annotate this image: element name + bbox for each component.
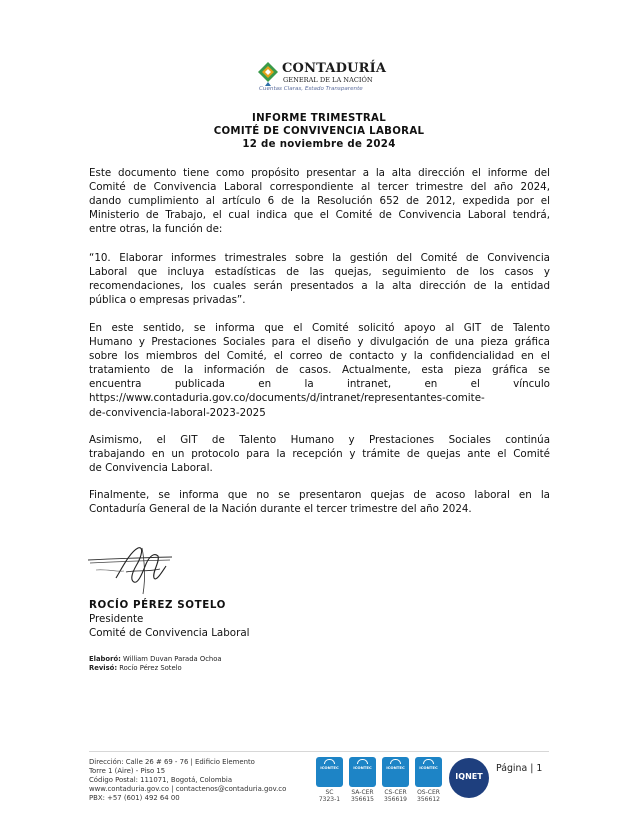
- text-line: tratamiento de la información de casos. Actualmente, esta pieza gráfica se: [89, 364, 550, 377]
- signatory-role: Presidente: [89, 613, 144, 625]
- text-line: trabajando en un protocolo para la recepción y trámite de quejas ante el Comité: [89, 448, 550, 461]
- prepared-by-value: William Duvan Parada Ochoa: [123, 655, 222, 663]
- logo-name: CONTADURÍA: [282, 61, 387, 76]
- reviewed-by-value: Rocío Pérez Sotelo: [119, 664, 182, 672]
- text-line: encuentra publicada en la intranet, en el vínculo: [89, 378, 550, 391]
- text-line: En este sentido, se informa que el Comité solicitó apoyo al GIT de Talento: [89, 322, 550, 334]
- text-line: entre otras, la función de:: [89, 223, 223, 236]
- certification-badge: [382, 757, 409, 813]
- icontec-logo-icon: ICONTEC: [382, 757, 409, 787]
- signatory-name: ROCÍO PÉREZ SOTELO: [89, 599, 226, 611]
- certification-code: OS-CER 356612: [417, 789, 440, 803]
- logo-mark-icon: [258, 62, 278, 86]
- text-line: Finalmente, se informa que no se presentaron quejas de acoso laboral en la: [89, 489, 550, 501]
- text-line: de Convivencia Laboral.: [89, 462, 213, 475]
- certification-code: CS-CER 356619: [384, 789, 407, 803]
- text-line: Ministerio de Trabajo, el cual indica que el Comité de Convivencia Laboral tendrá,: [89, 209, 550, 222]
- icontec-logo-icon: ICONTEC: [349, 757, 376, 787]
- institution-logo: [258, 60, 388, 96]
- paragraph-protocol: [89, 433, 550, 475]
- report-date: 12 de noviembre de 2024: [242, 139, 396, 150]
- certification-badge: [415, 757, 442, 813]
- page-number: Página | 1: [496, 763, 543, 774]
- footer-phone: PBX: +57 (601) 492 64 00: [89, 794, 180, 802]
- reviewed-by-line: [89, 664, 182, 672]
- text-line: recomendaciones, los cuales serán presentados a la alta dirección de la entidad: [89, 280, 550, 293]
- footer-contact[interactable]: www.contaduria.gov.co | contactenos@contaduria.gov.co: [89, 785, 287, 793]
- reviewed-by-label: Revisó:: [89, 664, 118, 672]
- icontec-logo-icon: ICONTEC: [415, 757, 442, 787]
- prepared-by-line: [89, 655, 222, 663]
- signatory-committee: Comité de Convivencia Laboral: [89, 627, 250, 639]
- paragraph-intro: [89, 166, 550, 236]
- text-line: Comité de Convivencia Laboral correspondiente al tercer trimestre del año 2024,: [89, 181, 550, 194]
- text-line: Este documento tiene como propósito presentar a la alta dirección el informe del: [89, 167, 550, 179]
- footer-postal: Código Postal: 111071, Bogotá, Colombia: [89, 776, 233, 784]
- text-line: Asimismo, el GIT de Talento Humano y Prestaciones Sociales continúa: [89, 434, 550, 446]
- paragraph-quote: [89, 251, 550, 307]
- committee-title: COMITÉ DE CONVIVENCIA LABORAL: [213, 126, 425, 137]
- text-line: Humano y Prestaciones Sociales para el diseño y divulgación de una pieza gráfica: [89, 336, 550, 349]
- certification-badge: [316, 757, 343, 813]
- text-line: sobre los miembros del Comité, el correo de contacto y la confidencialidad en el: [89, 350, 550, 363]
- paragraph-graphic: [89, 321, 550, 420]
- footer-divider: [89, 751, 549, 752]
- text-line: “10. Elaborar informes trimestrales sobre la gestión del Comité de Convivencia: [89, 252, 550, 264]
- iqnet-logo-icon: IQNET: [449, 758, 489, 798]
- certification-badge: [349, 757, 376, 813]
- intranet-link[interactable]: https://www.contaduria.gov.co/documents/d/intranet/representantes-comite-: [89, 392, 485, 405]
- prepared-by-label: Elaboró:: [89, 655, 121, 663]
- certification-code: SA-CER 356615: [351, 789, 374, 803]
- footer-tower: Torre 1 (Aire) - Piso 15: [89, 767, 166, 775]
- text-line: Laboral que incluya estadísticas de las quejas, seguimiento de los casos y: [89, 266, 550, 279]
- text-line: Contaduría General de la Nación durante el tercer trimestre del año 2024.: [89, 503, 472, 516]
- paragraph-conclusion: [89, 488, 550, 516]
- footer-address: Dirección: Calle 26 # 69 - 76 | Edificio Elemento: [89, 758, 255, 766]
- text-line: pública o empresas privadas”.: [89, 294, 246, 307]
- logo-subtitle: GENERAL DE LA NACIÓN: [283, 76, 373, 84]
- text-line: dando cumplimiento al artículo 6 de la Resolución 652 de 2012, expedida por el: [89, 195, 550, 208]
- logo-slogan: Cuentas Claras, Estado Transparente: [259, 86, 363, 92]
- report-title: INFORME TRIMESTRAL: [251, 113, 386, 124]
- handwritten-signature: [86, 542, 178, 598]
- intranet-link[interactable]: de-convivencia-laboral-2023-2025: [89, 406, 266, 419]
- icontec-logo-icon: ICONTEC: [316, 757, 343, 787]
- certification-code: SC 7323-1: [318, 789, 341, 803]
